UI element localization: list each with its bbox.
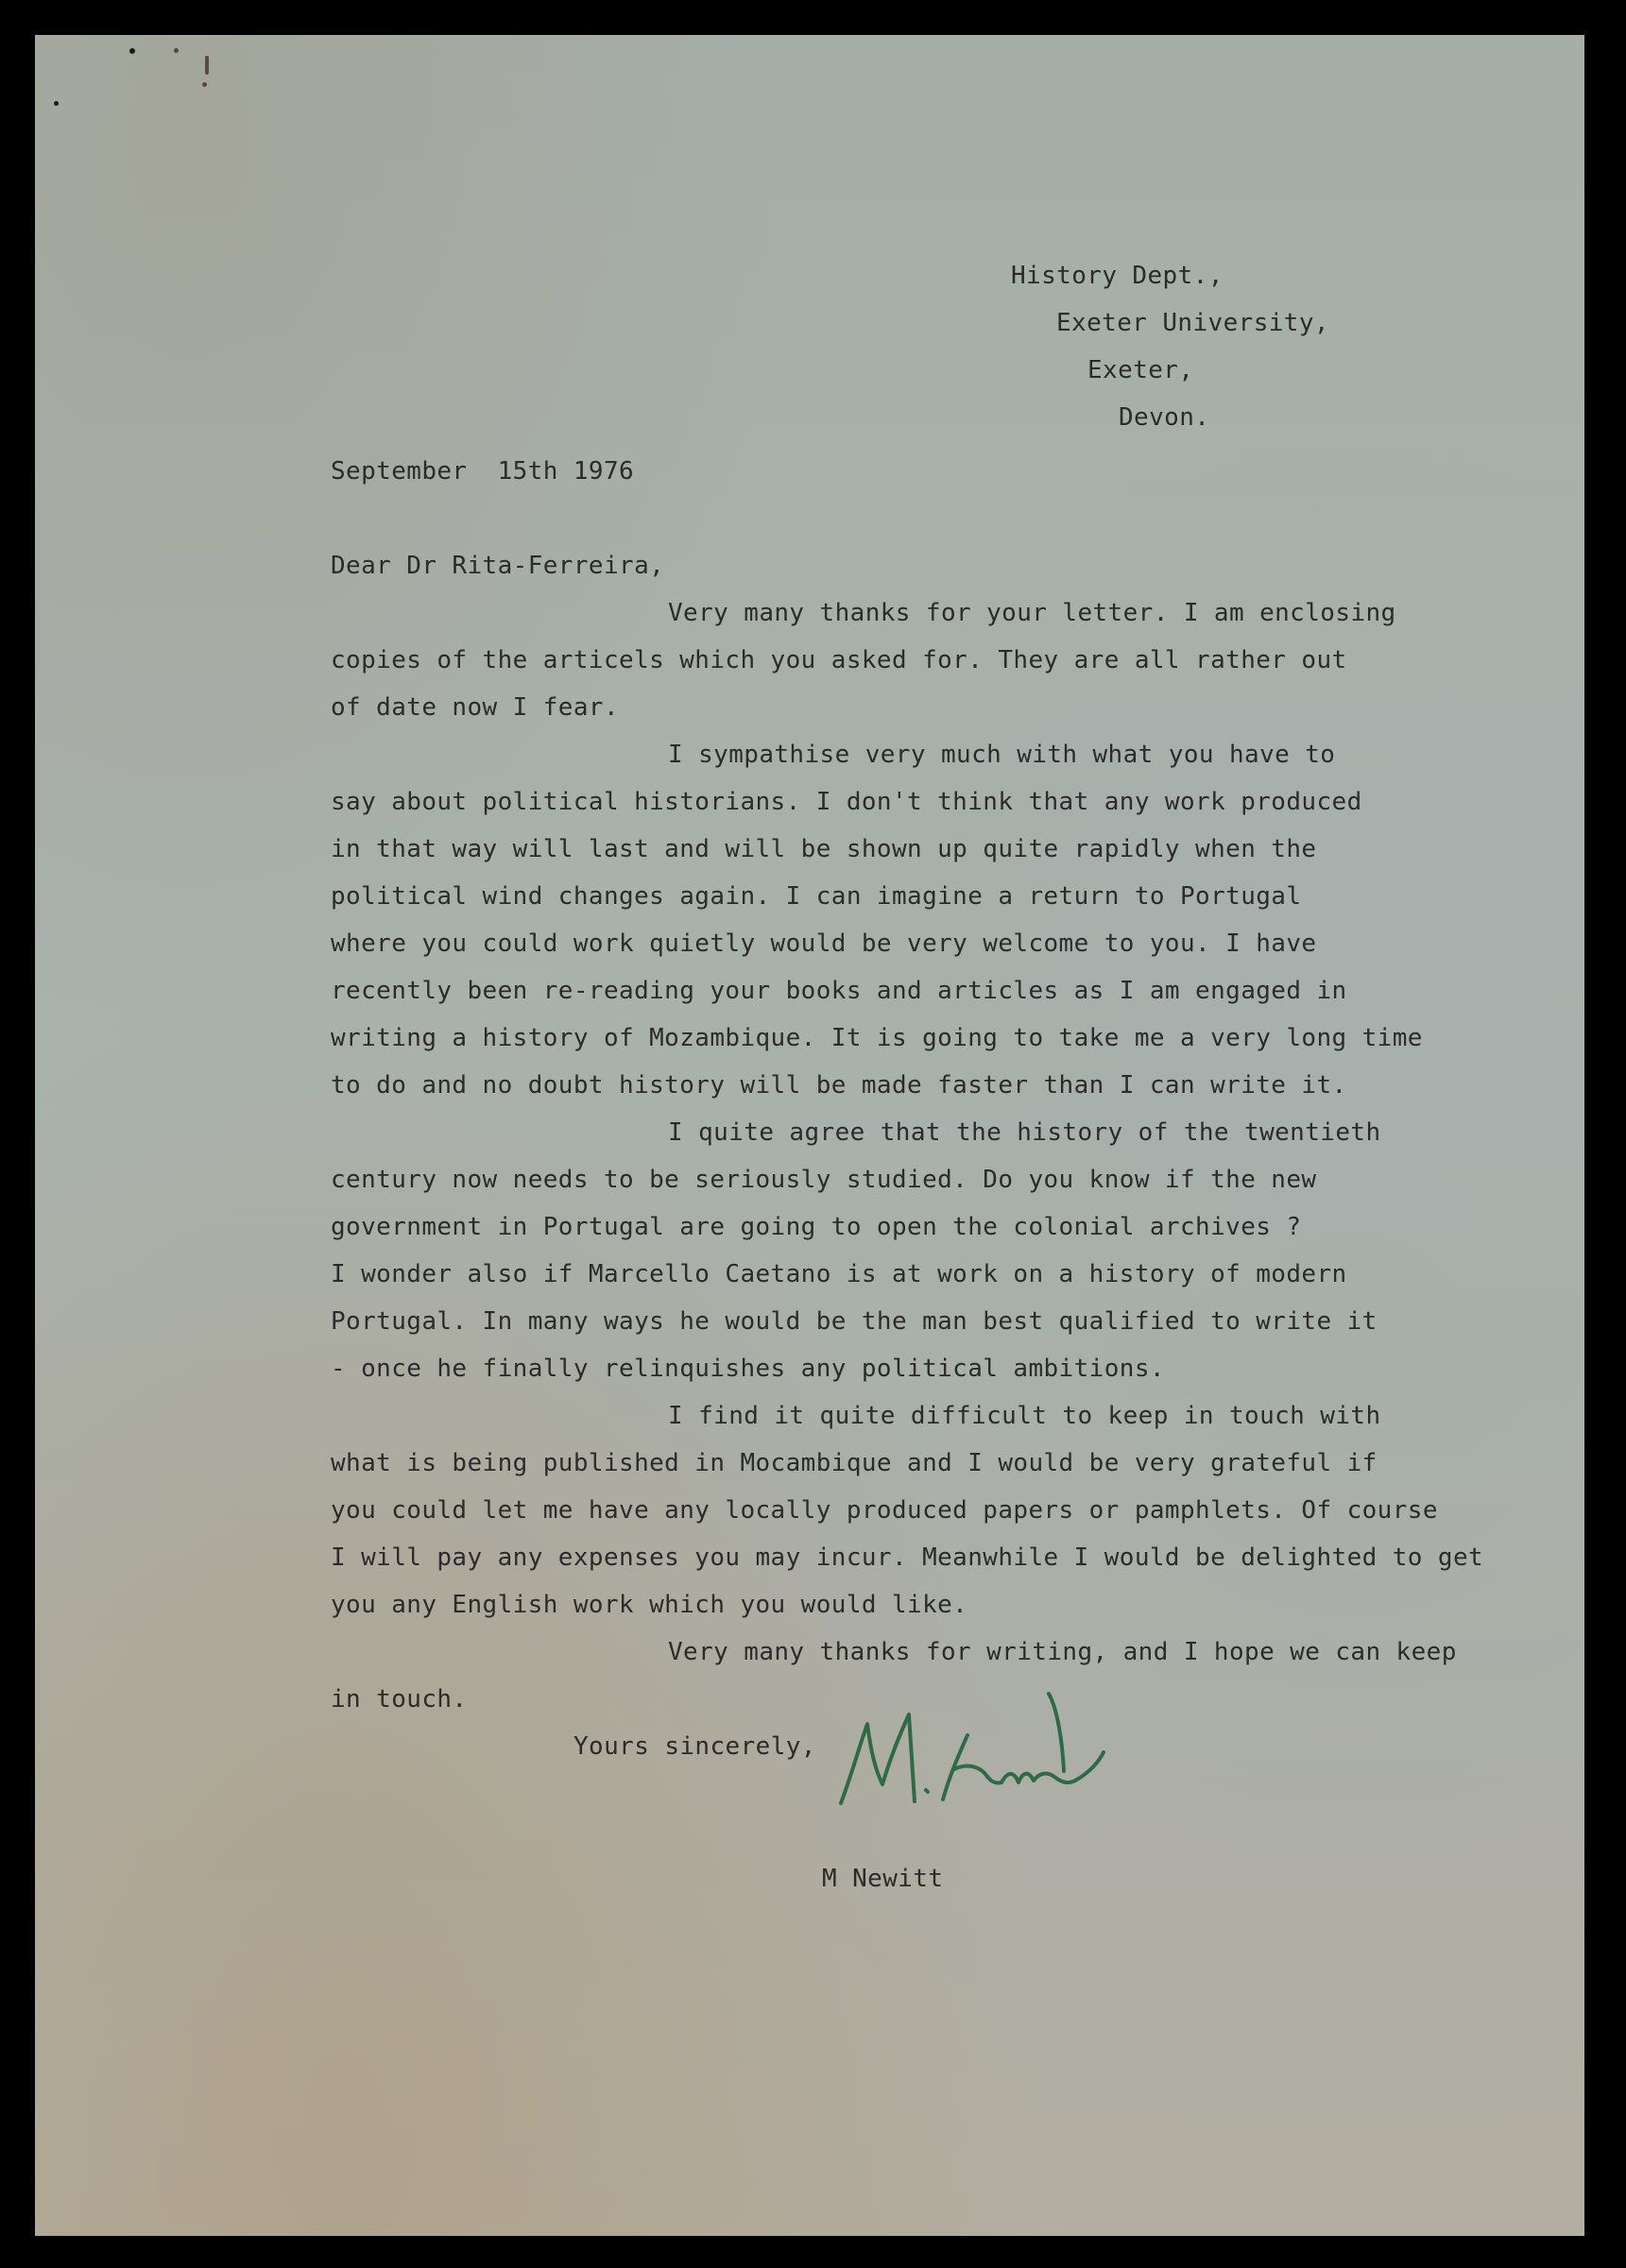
body-line: I will pay any expenses you may incur. Meanwhile I would be delighted to get xyxy=(331,1543,1484,1572)
body-line: Portugal. In many ways he would be the man best qualified to write it xyxy=(331,1307,1378,1336)
body-line: copies of the articels which you asked for. They are all rather out xyxy=(331,646,1347,674)
letter-page xyxy=(35,35,1584,2236)
body-line: writing a history of Mozambique. It is going to take me a very long time xyxy=(331,1024,1423,1052)
body-line: political wind changes again. I can imagine a return to Portugal xyxy=(331,882,1302,911)
body-line: century now needs to be seriously studied. Do you know if the new xyxy=(331,1166,1317,1194)
body-line: in touch. xyxy=(331,1685,468,1714)
body-line: in that way will last and will be shown up quite rapidly when the xyxy=(331,835,1317,863)
body-line: Very many thanks for your letter. I am enclosing xyxy=(668,599,1396,627)
handwritten-signature xyxy=(824,1679,1126,1811)
body-line: you any English work which you would like. xyxy=(331,1591,968,1619)
signature-name: M Newitt xyxy=(822,1865,944,1893)
body-line: of date now I fear. xyxy=(331,693,620,722)
body-line: I find it quite difficult to keep in touch with xyxy=(668,1402,1381,1430)
paper-speck xyxy=(129,48,135,54)
body-line: - once he finally relinquishes any political ambitions. xyxy=(331,1355,1165,1383)
body-line: where you could work quietly would be very welcome to you. I have xyxy=(331,929,1317,958)
body-line: recently been re-reading your books and articles as I am engaged in xyxy=(331,977,1347,1005)
address-line-3: Exeter, xyxy=(1087,356,1194,384)
body-line: I quite agree that the history of the twentieth xyxy=(668,1118,1381,1147)
address-line-1: History Dept., xyxy=(1011,262,1224,290)
salutation: Dear Dr Rita-Ferreira, xyxy=(331,552,665,580)
paper-speck xyxy=(54,101,59,106)
body-line: to do and no doubt history will be made faster than I can write it. xyxy=(331,1071,1347,1100)
body-line: Very many thanks for writing, and I hope we can keep xyxy=(668,1638,1457,1666)
address-line-4: Devon. xyxy=(1119,403,1210,432)
body-line: say about political historians. I don't think that any work produced xyxy=(331,788,1362,816)
body-line: what is being published in Mocambique and I would be very grateful if xyxy=(331,1449,1378,1477)
paper-mark xyxy=(205,56,209,75)
letter-date: September 15th 1976 xyxy=(331,457,635,486)
closing: Yours sincerely, xyxy=(573,1732,816,1761)
address-line-2: Exeter University, xyxy=(1056,309,1329,337)
body-line: government in Portugal are going to open the colonial archives ? xyxy=(331,1213,1302,1241)
body-line: I sympathise very much with what you have to xyxy=(668,741,1336,769)
paper-speck xyxy=(202,82,207,87)
body-line: I wonder also if Marcello Caetano is at work on a history of modern xyxy=(331,1260,1347,1288)
body-line: you could let me have any locally produced papers or pamphlets. Of course xyxy=(331,1496,1438,1525)
paper-speck xyxy=(174,48,179,53)
